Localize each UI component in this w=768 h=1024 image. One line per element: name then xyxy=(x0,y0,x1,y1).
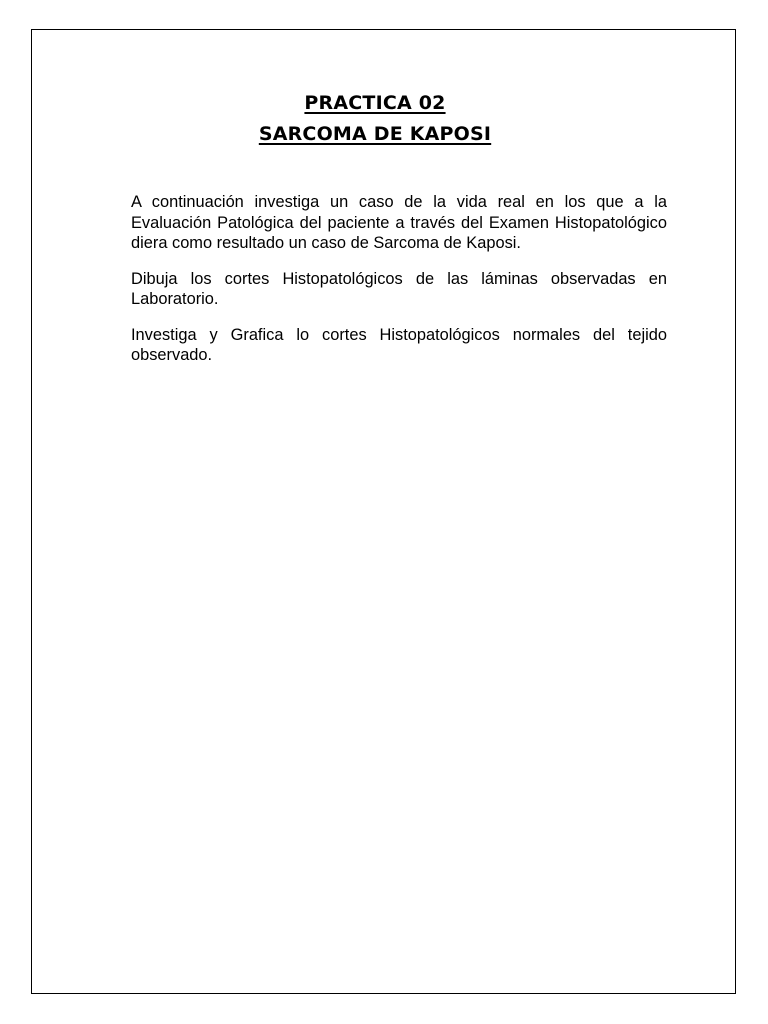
paragraph-instructions-research: Investiga y Grafica lo cortes Histopatológicos normales del tejido observado. xyxy=(131,325,667,364)
paragraph-instructions-draw: Dibuja los cortes Histopatológicos de las láminas observadas en Laboratorio. xyxy=(131,269,667,308)
paragraph-instructions-case: A continuación investiga un caso de la vida real en los que a la Evaluación Patológica del paciente a través del Examen Histopatológico diera como resultado un caso de Sarcoma de Kaposi. xyxy=(131,193,667,252)
page-title: PRACTICA 02 xyxy=(304,92,446,114)
page-border xyxy=(31,29,736,994)
page-subtitle: SARCOMA DE KAPOSI xyxy=(258,123,492,145)
document-body xyxy=(131,192,667,381)
